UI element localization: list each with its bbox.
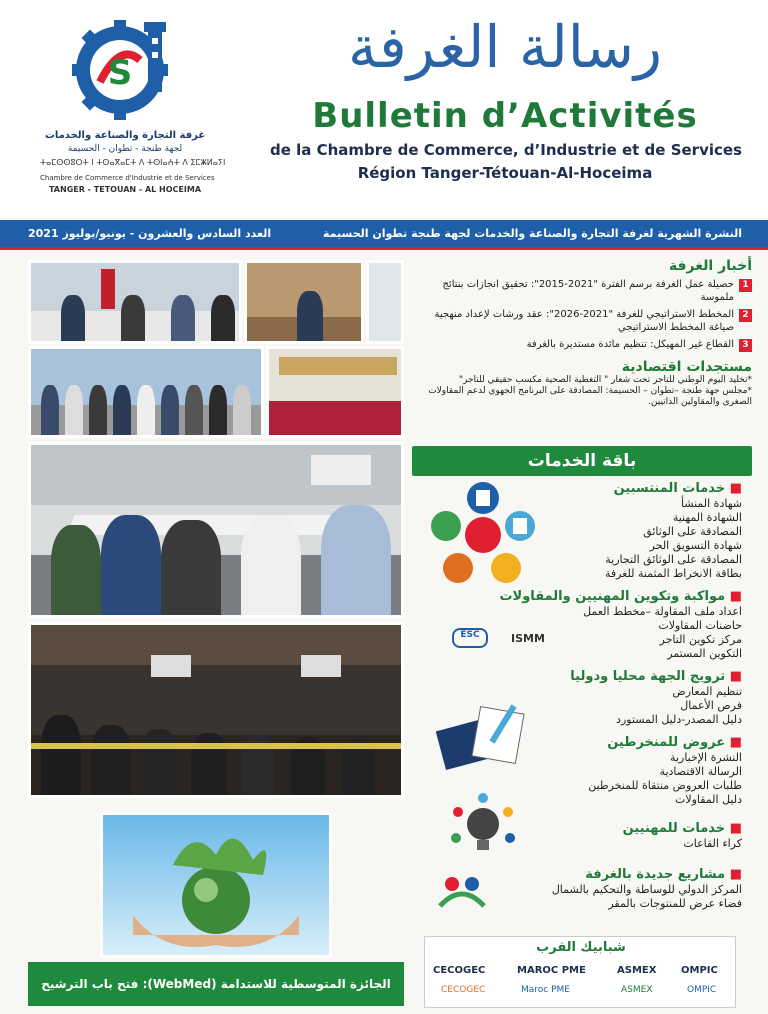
service-line: التكوين المستمر xyxy=(667,647,742,660)
lightbulb-network-icon xyxy=(448,792,518,862)
news-item-text: حصيلة عمل الغرفة برسم الفترة "2021-2015": تحقيق انجازات بنتائج ملموسة xyxy=(442,279,734,303)
window-name[interactable]: ASMEX xyxy=(617,965,657,976)
service-title-text: مواكبة وتكوين المهنيين والمقاولات xyxy=(499,589,726,604)
service-line: المصادقة على الوثائق التجارية xyxy=(605,553,742,566)
service-line: مركز تكوين التاجر xyxy=(659,633,742,646)
asmex-logo: ASMEX xyxy=(621,985,653,995)
chamber-logo xyxy=(40,12,226,202)
window-name[interactable]: CECOGEC xyxy=(433,965,486,976)
service-title: ■ مشاريع جديدة بالغرفة xyxy=(585,867,742,882)
news-number: 3 xyxy=(739,339,752,352)
economy-line: *تخليد اليوم الوطني للتاجر تحت شعار " التغطية الصحية مكسب حقيقي للتاجر" xyxy=(458,375,752,385)
photo-conference-hall xyxy=(266,346,404,438)
title-arabic: رسالة الغرفة xyxy=(347,13,663,81)
ismm-logo: ISMM xyxy=(511,632,545,645)
service-line: بطاقة الانخراط المثمنة للغرفة xyxy=(604,567,742,580)
logo-tifinagh: ⵜⴰⵎⵙⵙⵓⵔⵜ ⵏ ⵜⵙⴰⴳⴰⵎⵜ ⴷ ⵜⵙⵏⴰⵄⵜ ⴷ ⵉⵎⵥⵍⴰⵢⵏ xyxy=(40,158,226,167)
service-line: شهادة التسويق الحر xyxy=(649,539,742,552)
window-name[interactable]: OMPIC xyxy=(681,965,718,976)
service-title-text: ترويج الجهة محليا ودوليا xyxy=(570,669,726,684)
news-item[interactable] xyxy=(412,278,752,304)
photo-globe-hands xyxy=(100,812,332,958)
news-title: أخبار الغرفة xyxy=(668,258,752,274)
service-title-text: عروض للمنخرطين xyxy=(607,735,726,750)
services-title: باقة الخدمات xyxy=(412,446,752,476)
window-name[interactable]: MAROC PME xyxy=(517,965,586,976)
service-title: ■ مواكبة وتكوين المهنيين والمقاولات xyxy=(499,589,742,604)
service-line: الرسالة الاقتصادية xyxy=(659,765,742,778)
service-line: شهادة المنشأ xyxy=(680,497,742,510)
svg-text:S: S xyxy=(107,53,133,93)
service-line: النشرة الإخبارية xyxy=(670,751,742,764)
mediation-center-icon xyxy=(432,872,492,912)
service-title: ■ خدمات المنتسبين xyxy=(613,481,742,496)
gear-lighthouse-icon xyxy=(70,12,180,122)
service-affiliates[interactable] xyxy=(542,480,742,581)
economy-title: مستجدات اقتصادية xyxy=(621,359,752,375)
proximity-windows xyxy=(424,936,736,1008)
documents-icon xyxy=(428,480,538,590)
service-line: كراء القاعات xyxy=(683,837,742,850)
service-line: المصادقة على الوثائق xyxy=(643,525,742,538)
service-title-text: مشاريع جديدة بالغرفة xyxy=(585,867,726,882)
service-line: دليل المقاولات xyxy=(674,793,742,806)
logo-arabic-region: لجهة طنجة - تطوان - الحسيمة xyxy=(67,144,183,154)
logo-arabic-name: غرفة التجارة والصناعة والخدمات xyxy=(44,130,206,141)
news-number: 2 xyxy=(739,309,752,322)
title-french: Bulletin d’Activités xyxy=(312,96,698,136)
service-line: طلبات العروض منتقاة للمنخرطين xyxy=(588,779,742,792)
photo-auditorium xyxy=(28,622,404,798)
service-title-text: خدمات المنتسبين xyxy=(613,481,726,496)
service-line: اعداد ملف المقاولة –مخطط العمل xyxy=(583,605,742,618)
news-item[interactable] xyxy=(412,308,752,334)
service-training[interactable] xyxy=(499,588,742,661)
pen-document-icon xyxy=(436,702,536,772)
ompic-logo: OMPIC xyxy=(687,985,717,995)
globe-hands-icon xyxy=(103,815,329,955)
service-member-offers[interactable] xyxy=(542,734,742,807)
subtitle-line1: de la Chambre de Commerce, d’Industrie et de Services xyxy=(270,141,742,159)
esc-logo: ESC xyxy=(452,628,488,648)
logo-french-name: Chambre de Commerce d'Industrie et de Services xyxy=(40,174,215,182)
economy-line: *مجلس جهة طنجة –تطوان – الحسيمة: المصادقة على البرنامج الجهوي لدعم المقاولات الصغرى والمقاولين الذاتيين. xyxy=(428,386,752,407)
news-item-text: القطاع غير المهيكل: تنظيم مائدة مستديرة بالغرفة xyxy=(526,339,734,350)
marocpme-logo: Maroc PME xyxy=(521,985,570,995)
photo-meeting-room xyxy=(28,442,404,618)
photo-press-conference xyxy=(28,260,242,344)
band-newsletter-title: النشرة الشهرية لغرفة التجارة والصناعة والخدمات لجهة طنجة تطوان الحسيمة xyxy=(322,227,742,240)
service-line: الشهادة المهنية xyxy=(672,511,742,524)
award-caption[interactable]: الجائزة المتوسطية للاستدامة (WebMed): فتح باب الترشيح xyxy=(28,962,404,1006)
news-item-text: المخطط الاستراتيجي للغرفة "2021-2026": عقد ورشات لإعداد منهجية صياغة المخطط الاستراتيجي xyxy=(434,309,734,333)
news-item[interactable] xyxy=(412,338,752,351)
service-line: المركز الدولي للوساطة والتحكيم بالشمال xyxy=(551,883,742,896)
service-professionals[interactable] xyxy=(542,820,742,851)
service-line: تنظيم المعارض xyxy=(672,685,742,698)
news-number: 1 xyxy=(739,279,752,292)
issue-band xyxy=(0,220,768,250)
cecogec-logo: CECOGEC xyxy=(441,985,486,995)
service-line: حاضنات المقاولات xyxy=(658,619,742,632)
windows-title: شبابيك القرب xyxy=(536,940,626,955)
service-promotion[interactable] xyxy=(542,668,742,727)
news-section xyxy=(412,258,752,438)
service-new-projects[interactable] xyxy=(502,866,742,911)
service-title: ■ خدمات للمهنيين xyxy=(622,821,742,836)
service-line: فضاء عرض للمنتوجات بالمقر xyxy=(608,897,742,910)
service-line: فرص الأعمال xyxy=(680,699,742,712)
subtitle-line2: Région Tanger-Tétouan-Al-Hoceima xyxy=(357,164,653,182)
photo-speaker-podium xyxy=(244,260,364,344)
service-title-text: خدمات للمهنيين xyxy=(622,821,726,836)
services-section xyxy=(412,446,752,926)
logo-french-region: TANGER - TETOUAN - AL HOCEIMA xyxy=(48,185,202,194)
service-title: ■ ترويج الجهة محليا ودوليا xyxy=(570,669,742,684)
header xyxy=(0,0,768,218)
band-issue-date: العدد السادس والعشرون - يونيو/يوليوز 2021 xyxy=(28,227,272,240)
service-line: دليل المصدر-دليل المستورد xyxy=(616,713,742,726)
photo-banner xyxy=(366,260,404,344)
photo-group-outdoor xyxy=(28,346,264,438)
service-title: ■ عروض للمنخرطين xyxy=(607,735,742,750)
